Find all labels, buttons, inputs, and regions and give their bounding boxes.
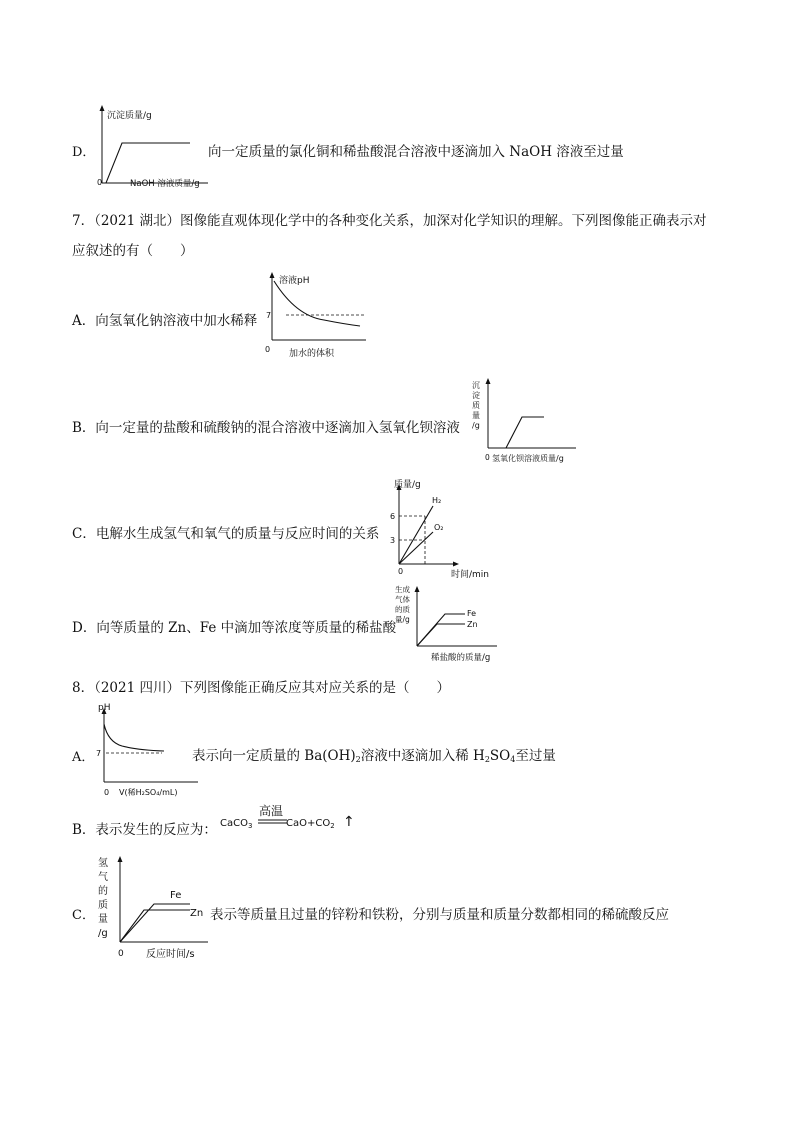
q7-b-text: B．向一定量的盐酸和硫酸钠的混合溶液中逐滴加入氢氧化钡溶液 xyxy=(72,420,460,436)
y-axis-label-3: 质 xyxy=(472,401,480,410)
ph-curve xyxy=(274,281,360,326)
zn-label: Zn xyxy=(467,620,478,629)
y-axis-label-4: 质 xyxy=(98,900,108,911)
x-axis-label: V(稀H₂SO₄/mL) xyxy=(119,788,178,797)
y-axis-label-2: 淀 xyxy=(472,391,480,400)
y-axis-label: pH xyxy=(98,703,111,713)
y-axis-label-3: 的 xyxy=(98,886,108,897)
x-axis-label: 加水的体积 xyxy=(289,349,335,359)
tick-3: 3 xyxy=(390,536,396,545)
x-axis-label: NaOH 溶液质量/g xyxy=(130,179,200,189)
y-axis-label-1: 生成 xyxy=(395,585,410,594)
y-axis-arrow xyxy=(415,586,420,592)
q8-a-text-mid: 溶液中逐滴加入稀 H xyxy=(360,748,485,764)
h2-label: H₂ xyxy=(432,496,442,505)
q8-c-text: 表示等质量且过量的锌粉和铁粉，分别与质量和质量分数都相同的稀硫酸反应 xyxy=(210,907,669,923)
y-axis-label-3: 的质 xyxy=(395,605,410,614)
q8-stem: 8．（2021 四川）下列图像能正确反应其对应关系的是（ ） xyxy=(72,680,450,696)
origin-label: 0 xyxy=(118,949,124,959)
equals-sign xyxy=(258,819,288,825)
y-axis-label-6: /g xyxy=(98,928,108,939)
q7-stem-line1: 7．（2021 湖北）图像能直观体现化学中的各种变化关系，加深对化学知识的理解。下列图像能正确表示对 xyxy=(72,213,707,229)
x-axis-label: 时间/min xyxy=(451,570,490,580)
q8-a-sub2: 2 xyxy=(484,755,490,764)
q8-b-text: B．表示发生的反应为： xyxy=(72,822,217,838)
zn-label: Zn xyxy=(190,908,204,919)
y-axis-arrow xyxy=(270,272,275,278)
o2-line xyxy=(399,532,433,564)
y-axis-label-5: 量 xyxy=(98,914,108,925)
precipitate-curve xyxy=(102,143,190,183)
q7-c-text: C．电解水生成氢气和氧气的质量与反应时间的关系 xyxy=(72,526,380,542)
zn-curve xyxy=(417,624,465,646)
tick-7: 7 xyxy=(266,311,272,320)
q7-a-graph xyxy=(262,270,372,362)
origin-label: 0 xyxy=(485,453,490,462)
q8-a-text-before: 表示向一定质量的 Ba(OH) xyxy=(192,748,356,764)
fe-label: Fe xyxy=(467,609,477,618)
q8-a-text-mid2: SO xyxy=(489,748,511,764)
y-axis-label-1: 沉 xyxy=(472,381,480,390)
zn-curve xyxy=(120,910,190,942)
origin-label: 0 xyxy=(104,788,110,797)
q6-d-text: 向一定质量的氯化铜和稀盐酸混合溶液中逐滴加入 NaOH 溶液至过量 xyxy=(208,144,624,160)
reactant: CaCO$_3$ xyxy=(220,818,253,830)
o2-label: O₂ xyxy=(434,523,444,532)
x-axis-label: 反应时间/s xyxy=(146,949,195,960)
q7-b-graph xyxy=(470,376,580,466)
reaction-condition: 高温 xyxy=(259,804,284,818)
origin-label: 0 xyxy=(265,345,271,354)
ph-curve xyxy=(104,724,164,751)
h2-line xyxy=(399,506,433,564)
y-axis-label-2: 气 xyxy=(98,872,108,883)
y-axis-label: 溶液pH xyxy=(279,276,310,286)
origin-label: 0 xyxy=(97,178,103,187)
fe-label: Fe xyxy=(170,890,182,901)
precipitate-curve xyxy=(506,417,544,448)
q8-a-text xyxy=(192,744,556,764)
tick-6: 6 xyxy=(390,512,396,521)
y-axis-arrow xyxy=(118,856,123,862)
q7-c-graph xyxy=(385,476,495,582)
q8-a-letter: A． xyxy=(72,750,95,765)
y-axis-label-5: /g xyxy=(472,421,480,430)
q8-a-sub1: 2 xyxy=(355,755,361,764)
products: $CaO+CO_2$ xyxy=(286,818,335,830)
q8-a-text-after: 至过量 xyxy=(515,748,556,764)
q8-c-letter: C． xyxy=(72,908,95,923)
y-axis-arrow xyxy=(100,105,105,111)
origin-label: 0 xyxy=(398,567,404,576)
x-axis-label: 稀盐酸的质量/g xyxy=(431,653,491,663)
q7-d-text: D．向等质量的 Zn、Fe 中滴加等浓度等质量的稀盐酸 xyxy=(72,620,397,636)
q6-d-letter: D． xyxy=(72,145,96,160)
q7-d-graph xyxy=(393,582,503,666)
y-axis-label-2: 气体 xyxy=(395,595,410,604)
y-axis-label-1: 氢 xyxy=(98,858,108,869)
x-axis-arrow xyxy=(453,562,459,567)
q8-c-graph xyxy=(94,852,214,962)
q8-a-graph xyxy=(94,702,204,798)
y-axis-label: 质量/g xyxy=(394,480,421,490)
x-axis-label: 氢氧化钡溶液质量/g xyxy=(492,454,564,463)
q8-a-sub3: 4 xyxy=(510,755,516,764)
q7-stem-line2: 应叙述的有（ ） xyxy=(72,243,194,259)
y-axis-label-4: 量/g xyxy=(395,615,410,624)
tick-7: 7 xyxy=(96,749,102,758)
y-axis-arrow xyxy=(486,378,491,384)
q7-a-text: A．向氢氧化钠溶液中加水稀释 xyxy=(72,313,258,329)
gas-arrow: ↑ xyxy=(343,814,355,830)
y-axis-label: 沉淀质量/g xyxy=(107,111,152,121)
fe-curve xyxy=(417,614,465,646)
q6-d-graph xyxy=(90,103,220,191)
y-axis-label-4: 量 xyxy=(472,411,480,420)
